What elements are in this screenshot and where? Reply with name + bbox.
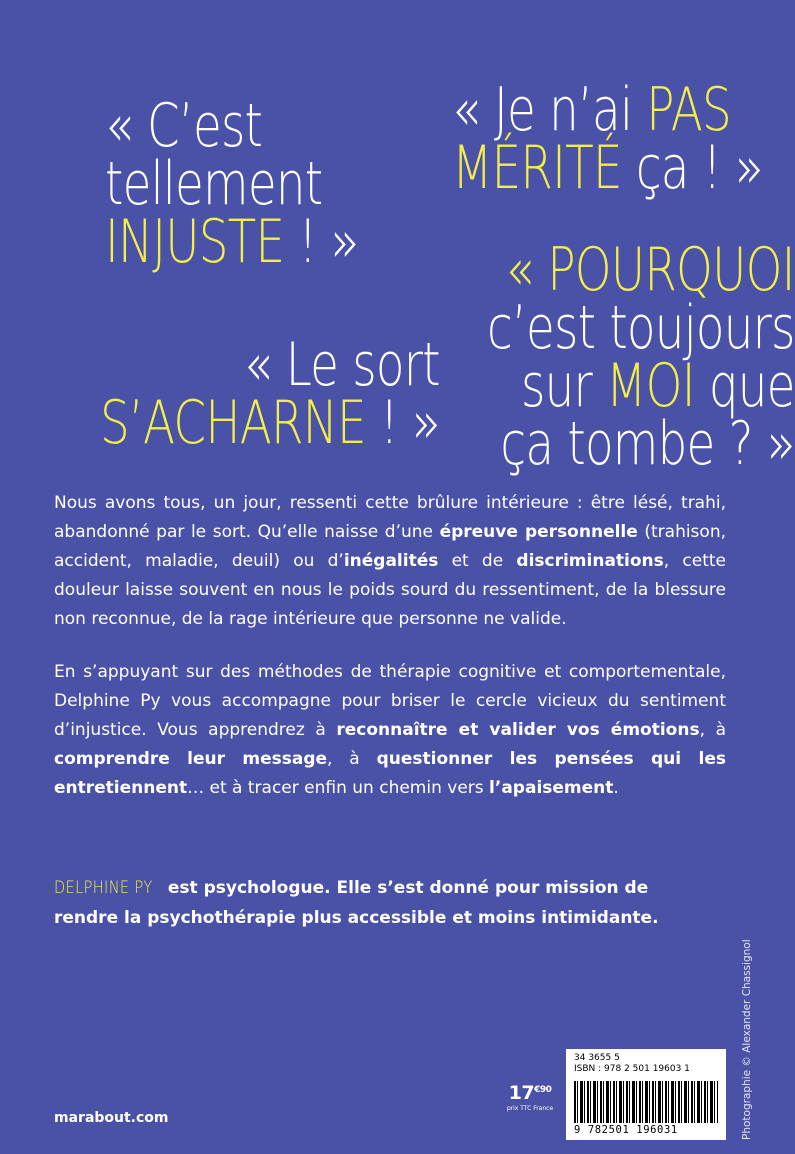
quote-highlight: MÉRITÉ <box>452 133 622 203</box>
quote-line <box>100 388 440 458</box>
quote-injuste <box>105 91 359 277</box>
barcode-code: 34 3655 5 <box>574 1053 620 1063</box>
barcode-digits: 9 782501 196031 <box>574 1124 678 1136</box>
quote-line: c’est toujours <box>487 293 795 363</box>
price-value <box>505 1082 555 1104</box>
bold-run: comprendre leur message <box>54 749 328 769</box>
quote-line <box>105 207 359 277</box>
isbn-label: ISBN : 978 2 501 19603 1 <box>574 1064 690 1074</box>
quote-line: « POURQUOI <box>505 235 795 305</box>
price-cents: €90 <box>534 1085 552 1095</box>
quote-text: ! » <box>365 388 440 458</box>
price-euros: 17 <box>508 1082 535 1104</box>
price-tag <box>505 1082 555 1112</box>
text-run: Nous avons tous, un jour, ressenti cette brûlure intérieure : être lésé, trahi, abandonné par le sort. Qu’elle naisse d’une <box>54 493 726 542</box>
quote-line <box>452 75 763 145</box>
quote-text: ça ! » <box>621 133 763 203</box>
quote-highlight: MOI <box>606 351 695 421</box>
bold-run: inégalités <box>343 551 439 571</box>
bold-run: discriminations <box>516 551 664 571</box>
bold-run: questionner les pensées qui les entretiennent <box>54 749 726 798</box>
quote-text: sur <box>521 351 607 421</box>
quote-line: « C’est <box>105 91 263 161</box>
photo-credit: Photographie © Alexander Chassignol <box>741 939 753 1140</box>
author-name: DELPHINE PY <box>54 878 153 898</box>
quote-text: que <box>694 351 795 421</box>
text-run: . <box>613 778 619 798</box>
bio-line-2: rendre la psychothérapie plus accessible et moins intimidante. <box>54 908 659 928</box>
quote-text: ! » <box>284 207 359 277</box>
bold-run: l’apaisement <box>489 778 614 798</box>
quote-highlight: S’ACHARNE <box>100 388 366 458</box>
publisher-website: marabout.com <box>54 1110 169 1126</box>
description-paragraph-1 <box>54 489 726 634</box>
author-bio <box>54 873 734 933</box>
barcode-icon <box>574 1081 718 1123</box>
barcode-box <box>566 1049 726 1140</box>
text-run: , à <box>699 720 726 740</box>
quote-highlight: PAS <box>646 75 731 145</box>
quote-sort-acharne <box>100 330 440 458</box>
description-paragraph-2 <box>54 658 726 803</box>
quote-line: « Le sort <box>243 330 440 400</box>
text-run: En s’appuyant sur des méthodes de thérapie cognitive et comportementale, Delphine Py vous accompagne pour briser le cercle vicieux du sentiment d’injustice. Vous apprendrez à <box>54 662 726 740</box>
quote-highlight: INJUSTE <box>105 207 285 277</box>
bio-text: est psychologue. Elle s’est donné pour mission de <box>161 878 649 898</box>
bold-run: épreuve personnelle <box>439 522 638 542</box>
quote-line: tellement <box>105 149 323 219</box>
text-run: … et à tracer enfin un chemin vers <box>187 778 490 798</box>
quote-line <box>452 133 763 203</box>
text-run: , à <box>327 749 377 769</box>
text-run: , cette douleur laisse souvent en nous le poids sourd du ressentiment, de la blessure non reconnue, de la rage intérieure que personne ne valide. <box>54 551 727 629</box>
quote-text: « Je n’ai <box>452 75 647 145</box>
price-note: prix TTC France <box>506 1105 554 1112</box>
quote-pourquoi <box>487 235 795 479</box>
quote-line: ça tombe ? » <box>500 409 795 479</box>
text-run: et de <box>438 551 517 571</box>
bold-run: reconnaître et valider vos émotions <box>336 720 700 740</box>
text-run: (trahison, accident, maladie, deuil) ou d’ <box>54 522 726 571</box>
bio-line-1 <box>54 873 734 903</box>
quote-pas-merite <box>452 75 763 203</box>
quote-line <box>487 351 795 421</box>
